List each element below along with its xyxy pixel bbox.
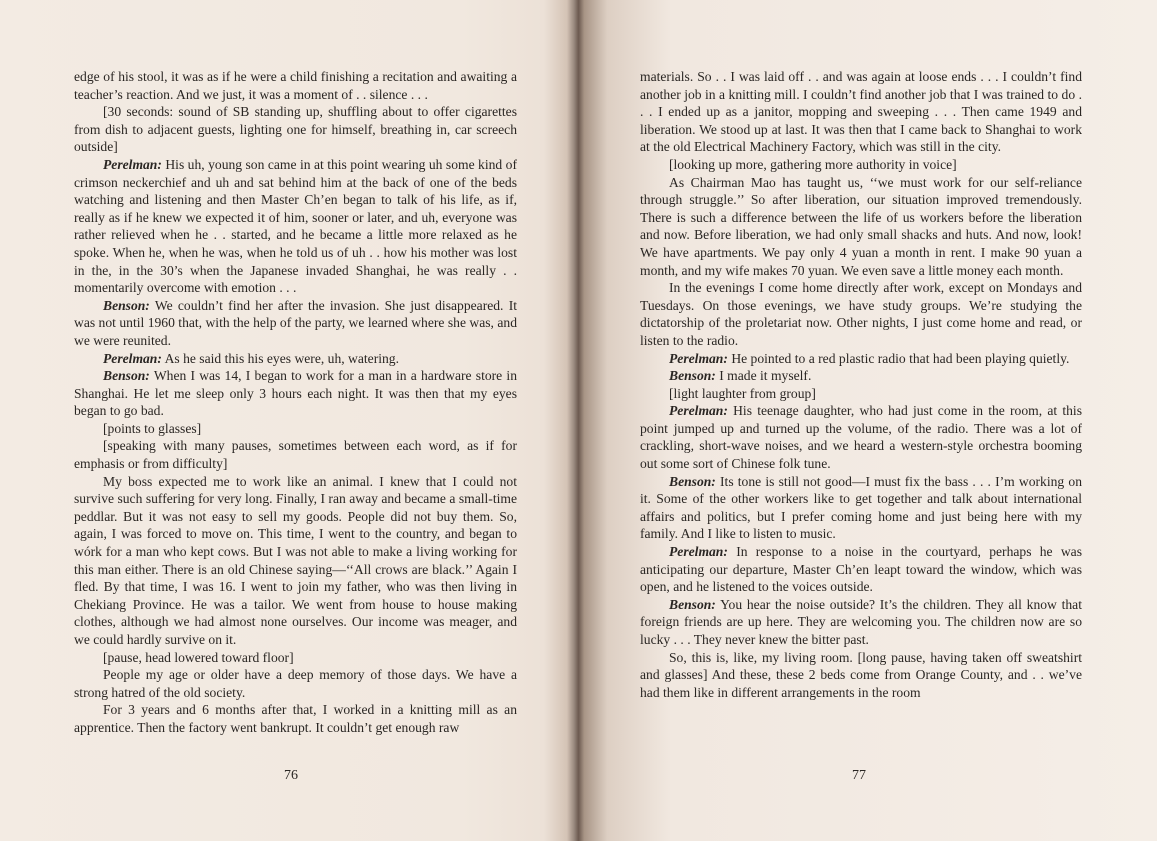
paragraph	[640, 350, 1082, 368]
paragraph	[74, 367, 517, 420]
paragraph: [speaking with many pauses, sometimes between each word, as if for emphasis or from difficulty]	[74, 438, 517, 472]
paragraph: My boss expected me to work like an animal. I knew that I could not survive such suffering for very long. Finally, I ran away and became a small-time peddlar. But it was not easy to sell my goods. People did not buy them. So, again, I was forced to move on. This time, I went to the country, and began to wórk for a man who kept cows. But I was not able to make a living working for this man either. There is an old Chinese saying—‘‘All crows are black.’’ Again I fled. By that time, I was 16. I went to join my father, who was then living in Chekiang Province. He was a tailor. We went from house to house making clothes, although we had almost none ourselves. Our income was meager, and we could hardly survive on it.	[74, 473, 517, 647]
speaker-label: Perelman:	[103, 350, 162, 366]
page-number-left: 76	[284, 768, 298, 783]
paragraph: In the evenings I come home directly after work, except on Mondays and Tuesdays. On those evenings, we have study groups. We’re studying the dictatorship of the proletariat now. Other nights, I just come home and read, or listen to the radio.	[640, 280, 1082, 348]
speech-text: I made it myself.	[719, 368, 812, 384]
speech-text: His teenage daughter, who had just come in the room, at this point jumped up and turned up the volume, of the radio. There was a lot of crackling, short-wave noises, and we heard a western-style orchestra booming out some sort of Chinese folk tune.	[640, 403, 1082, 472]
paragraph	[640, 543, 1082, 596]
paragraph: edge of his stool, it was as if he were a child finishing a recitation and awaiting a teacher’s reaction. And we just, it was a moment of . . silence . . .	[74, 69, 517, 102]
paragraph: [looking up more, gathering more authority in voice]	[669, 156, 957, 172]
speaker-label: Benson:	[103, 368, 150, 384]
speech-text: His uh, young son came in at this point wearing uh some kind of crimson neckerchief and uh and sat behind him at the back of one of the beds watching and listening and then Master Ch’en began to talk of his life, as if, really as if he knew we expected it of him, sooner or later, and uh, everyone was rather relieved when he . . started, and he became a little more relaxed as he spoke. When he, when he was, when he told us of uh . . how his mother was lost in the, in the 30’s when the Japanese invaded Shanghai, he was really . . momentarily overcome with emotion . . .	[74, 156, 517, 296]
paragraph: For 3 years and 6 months after that, I worked in a knitting mill as an apprentice. Then the factory went bankrupt. It couldn’t get enough raw	[74, 702, 517, 735]
speaker-label: Benson:	[103, 297, 150, 313]
speaker-label: Perelman:	[669, 403, 728, 419]
page-number-right: 77	[852, 768, 866, 783]
left-page	[74, 68, 517, 768]
paragraph: So, this is, like, my living room. [long pause, having taken off sweatshirt and glasses] And these, these 2 beds come from Orange County, and . . we’ve had them like in different arrangements in the room	[640, 649, 1082, 700]
speech-text: You hear the noise outside? It’s the children. They all know that foreign friends are up here. They are welcoming you. The children now are so lucky . . . They never knew the bitter past.	[640, 596, 1082, 647]
speaker-label: Perelman:	[669, 544, 728, 560]
speaker-label: Benson:	[669, 473, 716, 489]
speech-text: Its tone is still not good—I must fix the bass . . . I’m working on it. Some of the other workers like to get together and talk about international affairs and politics, but I prefer coming home and just being here with my family. And I like to listen to music.	[640, 473, 1082, 542]
speech-text: He pointed to a red plastic radio that had been playing quietly.	[731, 350, 1070, 366]
paragraph	[640, 473, 1082, 543]
right-page	[640, 68, 1082, 768]
paragraph	[640, 596, 1082, 649]
paragraph	[640, 367, 1082, 385]
speech-text: When I was 14, I began to work for a man in a hardware store in Shanghai. He let me sleep only 3 hours each night. It was then that my eyes began to go bad.	[74, 368, 517, 419]
speaker-label: Perelman:	[103, 156, 162, 172]
speech-text: We couldn’t find her after the invasion. She just disappeared. It was not until 1960 that, with the help of the party, we learned where she was, and we were reunited.	[74, 297, 517, 348]
speaker-label: Benson:	[669, 368, 716, 384]
speaker-label: Perelman:	[669, 350, 728, 366]
paragraph: [pause, head lowered toward floor]	[103, 649, 294, 665]
paragraph	[74, 156, 517, 297]
speech-text: In response to a noise in the courtyard, perhaps he was anticipating our departure, Master Ch’en leapt toward the window, which was open, and he listened to the voices outside.	[640, 544, 1082, 595]
paragraph: [light laughter from group]	[669, 385, 816, 401]
speaker-label: Benson:	[669, 596, 716, 612]
paragraph: People my age or older have a deep memory of those days. We have a strong hatred of the old society.	[74, 667, 517, 700]
paragraph	[74, 350, 517, 368]
paragraph: As Chairman Mao has taught us, ‘‘we must work for our self-reliance through struggle.’’ So after liberation, our situation improved tremendously. There is such a difference between the life of us workers before the liberation and now. Before liberation, we had only small shacks and huts. And now, look! We have apartments. We pay only 4 yuan a month in rent. I make 90 yuan a month, and my wife makes 70 yuan. We even save a little money each month.	[640, 174, 1082, 278]
paragraph	[640, 402, 1082, 472]
paragraph: materials. So . . I was laid off . . and was again at loose ends . . . I couldn’t find another job in a knitting mill. I couldn’t find another job that I was trained to do . . . I ended up as a janitor, mopping and sweeping . . . Then came 1949 and liberation. We stood up at last. It was then that I came back to Shanghai to work at the old Electrical Machinery Factory, which was still in the city.	[640, 69, 1082, 155]
paragraph: [30 seconds: sound of SB standing up, shuffling about to offer cigarettes from dish to adjacent guests, lighting one for himself, breathing in, car screech outside]	[74, 104, 517, 155]
paragraph	[74, 297, 517, 350]
paragraph: [points to glasses]	[103, 420, 202, 436]
speech-text: As he said this his eyes were, uh, watering.	[164, 350, 400, 366]
